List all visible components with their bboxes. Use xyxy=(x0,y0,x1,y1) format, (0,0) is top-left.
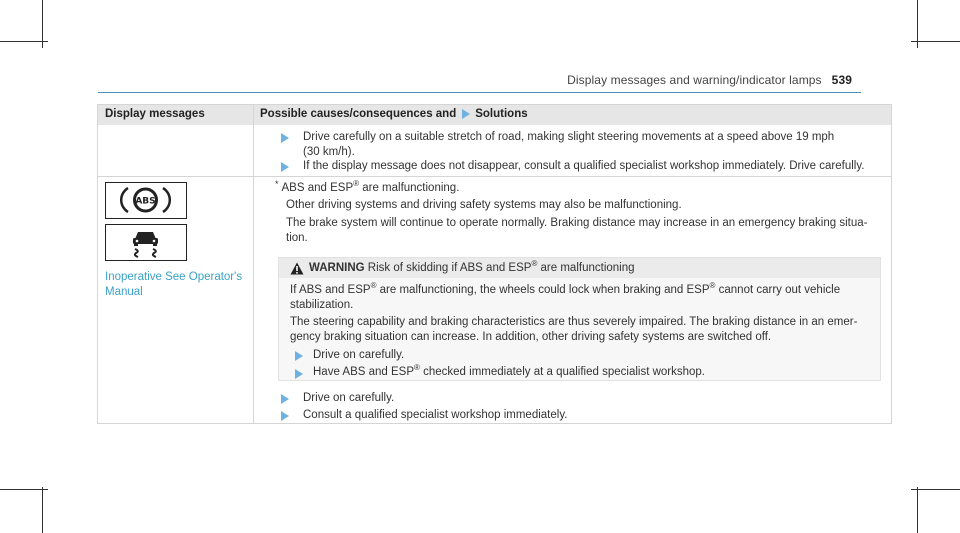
page-header-title: Display messages and warning/indicator lamps xyxy=(567,73,822,87)
crop-mark xyxy=(911,41,960,42)
warning-para1-line2: stabilization. xyxy=(290,299,354,311)
registered-mark: ® xyxy=(709,281,716,291)
col-header-solutions-label: Solutions xyxy=(475,108,528,120)
warning-para2-line2: gency braking situation can increase. In addition, other driving safety systems are switched off. xyxy=(290,331,772,343)
crop-mark xyxy=(0,41,48,42)
crop-mark xyxy=(0,489,48,490)
footnote-star: * xyxy=(275,179,279,189)
warning-label: WARNING xyxy=(309,262,365,274)
warning-bullet2-pre: Have ABS and ESP xyxy=(313,366,415,378)
cause-line1 xyxy=(275,181,459,196)
display-message-table xyxy=(97,104,892,424)
warning-para1-a: If ABS and ESP xyxy=(290,284,371,296)
solution-bullet2: Consult a qualified specialist workshop immediately. xyxy=(303,409,568,421)
cause-line4: tion. xyxy=(286,232,308,244)
arrow-right-icon xyxy=(462,109,470,119)
message-text-line1: Inoperative See Operator's xyxy=(105,271,243,283)
warning-bullet2 xyxy=(313,365,705,380)
cause-line1-pre: ABS and ESP xyxy=(281,182,354,194)
arrow-right-icon xyxy=(295,351,303,361)
warning-bullet2-post: checked immediately at a qualified specialist workshop. xyxy=(419,366,706,378)
warning-box xyxy=(278,257,881,381)
warning-bullet1: Drive on carefully. xyxy=(313,349,405,361)
warning-title-post: are malfunctioning xyxy=(537,262,635,274)
row1-bullet2: If the display message does not disappear, consult a qualified specialist workshop immediately. Drive carefully. xyxy=(303,160,865,172)
registered-mark: ® xyxy=(370,281,377,291)
warning-para1-line1 xyxy=(290,283,840,298)
abs-warning-icon xyxy=(105,182,187,219)
row1-bullet1-line1: Drive carefully on a suitable stretch of road, making slight steering movements at a speed above 19 mph xyxy=(303,131,835,143)
cause-line2: Other driving systems and driving safety systems may also be malfunctioning. xyxy=(286,199,682,211)
col-header-causes-label: Possible causes/consequences and xyxy=(260,108,457,120)
warning-title-pre: Risk of skidding if ABS and ESP xyxy=(367,262,532,274)
solution-bullet1: Drive on carefully. xyxy=(303,392,395,404)
svg-text:ABS: ABS xyxy=(135,196,156,207)
warning-triangle-icon xyxy=(290,262,304,275)
registered-mark: ® xyxy=(531,259,538,269)
arrow-right-icon xyxy=(295,369,303,379)
row1-bullet1-line2: (30 km/h). xyxy=(303,146,355,158)
cause-line3: The brake system will continue to operate normally. Braking distance may increase in an emergency braking situa- xyxy=(286,217,868,229)
table-header-row xyxy=(98,105,891,125)
column-divider xyxy=(253,105,254,423)
crop-mark xyxy=(911,489,960,490)
warning-para1-b: are malfunctioning, the wheels could lock when braking and ESP xyxy=(376,284,710,296)
col-header-causes xyxy=(260,108,528,120)
crop-mark xyxy=(917,487,918,533)
arrow-right-icon xyxy=(281,394,289,404)
arrow-right-icon xyxy=(281,411,289,421)
warning-para2-line1: The steering capability and braking characteristics are thus severely impaired. The braking distance in an emer- xyxy=(290,316,858,328)
col-header-display-messages: Display messages xyxy=(105,108,205,120)
warning-para1-c: cannot carry out vehicle xyxy=(715,284,841,296)
warning-title xyxy=(309,261,635,276)
esp-skid-icon xyxy=(105,224,187,261)
cause-line1-post: are malfunctioning. xyxy=(359,182,460,194)
arrow-right-icon xyxy=(281,133,289,143)
arrow-right-icon xyxy=(281,162,289,172)
page-header xyxy=(567,73,852,87)
header-rule xyxy=(98,92,861,93)
row-divider xyxy=(98,176,891,177)
registered-mark: ® xyxy=(353,179,360,189)
page-number: 539 xyxy=(831,73,852,87)
warning-header xyxy=(279,258,880,278)
crop-mark xyxy=(42,487,43,533)
registered-mark: ® xyxy=(414,363,420,373)
message-text-line2: Manual xyxy=(105,286,143,298)
